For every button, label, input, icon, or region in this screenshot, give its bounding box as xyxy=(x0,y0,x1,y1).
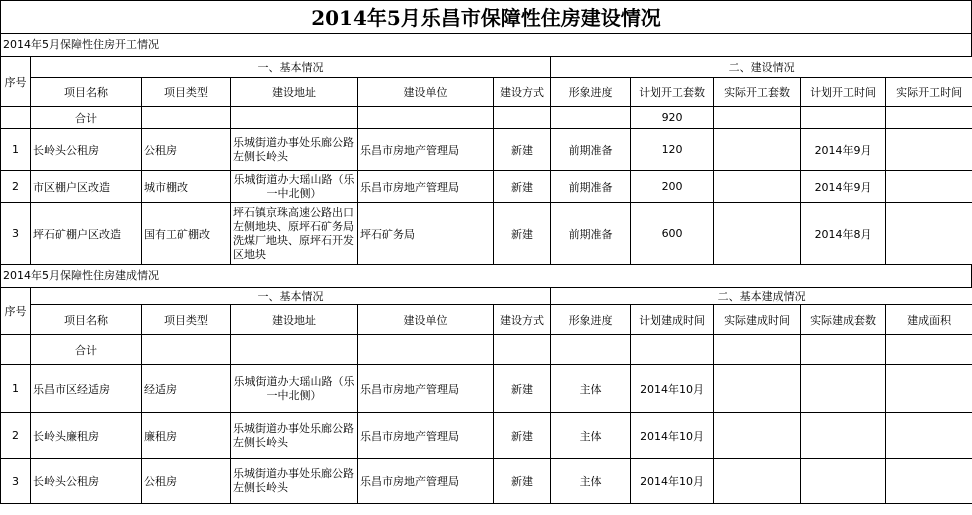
cell-method: 新建 xyxy=(494,129,551,171)
cell-name: 坪石矿棚户区改造 xyxy=(31,203,142,265)
table-row xyxy=(1,365,972,413)
page-title: 2014年5月乐昌市保障性住房建设情况 xyxy=(0,0,972,34)
table-row xyxy=(1,129,972,171)
cell-plan-time: 2014年9月 xyxy=(801,129,886,171)
cell-actual xyxy=(714,129,801,171)
cell-progress: 主体 xyxy=(551,365,631,413)
header-actual-completed-units: 实际建成套数 xyxy=(801,305,886,335)
header-project-type: 项目类型 xyxy=(142,78,231,107)
header-actual-completion: 实际建成时间 xyxy=(714,305,801,335)
section-heading-completion: 2014年5月保障性住房建成情况 xyxy=(0,265,972,287)
table-row xyxy=(1,459,972,504)
header-unit: 建设单位 xyxy=(358,305,494,335)
cell-method: 新建 xyxy=(494,459,551,504)
group-header-basic: 一、基本情况 xyxy=(31,57,551,78)
cell-planned: 200 xyxy=(631,171,714,203)
cell-method: 新建 xyxy=(494,413,551,459)
cell-unit: 坪石矿务局 xyxy=(358,203,494,265)
cell-address: 乐城街道办事处乐廊公路左侧长岭头 xyxy=(231,413,358,459)
table-row xyxy=(1,413,972,459)
header-planned-time: 计划开工时间 xyxy=(801,78,886,107)
group-header-completion: 二、基本建成情况 xyxy=(551,288,972,305)
header-method: 建设方式 xyxy=(494,78,551,107)
section-heading-start: 2014年5月保障性住房开工情况 xyxy=(0,34,972,56)
cell-unit: 乐昌市房地产管理局 xyxy=(358,171,494,203)
cell-address: 乐城街道办事处乐廊公路左侧长岭头 xyxy=(231,459,358,504)
cell-name: 长岭头廉租房 xyxy=(31,413,142,459)
cell-type: 经适房 xyxy=(142,365,231,413)
cell-actual-time xyxy=(886,129,972,171)
header-actual-time: 实际开工时间 xyxy=(886,78,972,107)
cell-type: 公租房 xyxy=(142,129,231,171)
cell-progress: 前期准备 xyxy=(551,203,631,265)
cell-type: 国有工矿棚改 xyxy=(142,203,231,265)
cell-seq: 2 xyxy=(1,171,31,203)
cell-address: 乐城街道办大瑶山路（乐一中北侧） xyxy=(231,171,358,203)
header-unit: 建设单位 xyxy=(358,78,494,107)
cell-actual-time xyxy=(886,171,972,203)
cell-unit: 乐昌市房地产管理局 xyxy=(358,365,494,413)
group-header-basic: 一、基本情况 xyxy=(31,288,551,305)
cell-actual xyxy=(714,203,801,265)
cell-plan-time: 2014年8月 xyxy=(801,203,886,265)
header-address: 建设地址 xyxy=(231,305,358,335)
completion-table xyxy=(0,287,972,504)
header-project-name: 项目名称 xyxy=(31,78,142,107)
cell-actual-time xyxy=(714,459,801,504)
cell-seq: 3 xyxy=(1,459,31,504)
header-progress: 形象进度 xyxy=(551,305,631,335)
cell-address: 坪石镇京珠高速公路出口左侧地块、原坪石矿务局洗煤厂地块、原坪石开发区地块 xyxy=(231,203,358,265)
cell-progress: 前期准备 xyxy=(551,129,631,171)
cell-actual-time xyxy=(886,203,972,265)
cell-name: 乐昌市区经适房 xyxy=(31,365,142,413)
cell-planned: 120 xyxy=(631,129,714,171)
table-row xyxy=(1,203,972,265)
start-table xyxy=(0,56,972,265)
cell-method: 新建 xyxy=(494,171,551,203)
cell-area xyxy=(886,365,972,413)
cell-seq: 2 xyxy=(1,413,31,459)
group-header-progress: 二、建设情况 xyxy=(551,57,972,78)
cell-area xyxy=(886,413,972,459)
header-address: 建设地址 xyxy=(231,78,358,107)
cell-actual-time xyxy=(714,365,801,413)
header-project-name: 项目名称 xyxy=(31,305,142,335)
cell-name: 长岭头公租房 xyxy=(31,459,142,504)
total-row xyxy=(1,107,972,129)
cell-seq: 1 xyxy=(1,129,31,171)
cell-actual xyxy=(714,171,801,203)
cell-name: 长岭头公租房 xyxy=(31,129,142,171)
header-planned-completion: 计划建成时间 xyxy=(631,305,714,335)
cell-progress: 前期准备 xyxy=(551,171,631,203)
table-row xyxy=(1,171,972,203)
total-label: 合计 xyxy=(31,107,142,129)
header-planned-units: 计划开工套数 xyxy=(631,78,714,107)
header-completed-area: 建成面积 xyxy=(886,305,972,335)
cell-address: 乐城街道办大瑶山路（乐一中北侧） xyxy=(231,365,358,413)
cell-actual-time xyxy=(714,413,801,459)
cell-type: 城市棚改 xyxy=(142,171,231,203)
cell-method: 新建 xyxy=(494,365,551,413)
total-value: 920 xyxy=(631,107,714,129)
cell-seq: 3 xyxy=(1,203,31,265)
cell-plan-time: 2014年9月 xyxy=(801,171,886,203)
cell-planned: 600 xyxy=(631,203,714,265)
total-row xyxy=(1,335,972,365)
cell-unit: 乐昌市房地产管理局 xyxy=(358,129,494,171)
cell-actual-units xyxy=(801,413,886,459)
cell-area xyxy=(886,459,972,504)
cell-unit: 乐昌市房地产管理局 xyxy=(358,413,494,459)
cell-progress: 主体 xyxy=(551,459,631,504)
header-seq: 序号 xyxy=(1,288,31,335)
cell-type: 廉租房 xyxy=(142,413,231,459)
cell-plan-time: 2014年10月 xyxy=(631,459,714,504)
header-progress: 形象进度 xyxy=(551,78,631,107)
total-label: 合计 xyxy=(31,335,142,365)
header-project-type: 项目类型 xyxy=(142,305,231,335)
cell-seq: 1 xyxy=(1,365,31,413)
cell-type: 公租房 xyxy=(142,459,231,504)
cell-unit: 乐昌市房地产管理局 xyxy=(358,459,494,504)
cell-address: 乐城街道办事处乐廊公路左侧长岭头 xyxy=(231,129,358,171)
cell-plan-time: 2014年10月 xyxy=(631,365,714,413)
header-actual-units: 实际开工套数 xyxy=(714,78,801,107)
cell-progress: 主体 xyxy=(551,413,631,459)
cell-actual-units xyxy=(801,459,886,504)
cell-name: 市区棚户区改造 xyxy=(31,171,142,203)
cell-method: 新建 xyxy=(494,203,551,265)
header-method: 建设方式 xyxy=(494,305,551,335)
cell-actual-units xyxy=(801,365,886,413)
cell-plan-time: 2014年10月 xyxy=(631,413,714,459)
header-seq: 序号 xyxy=(1,57,31,107)
